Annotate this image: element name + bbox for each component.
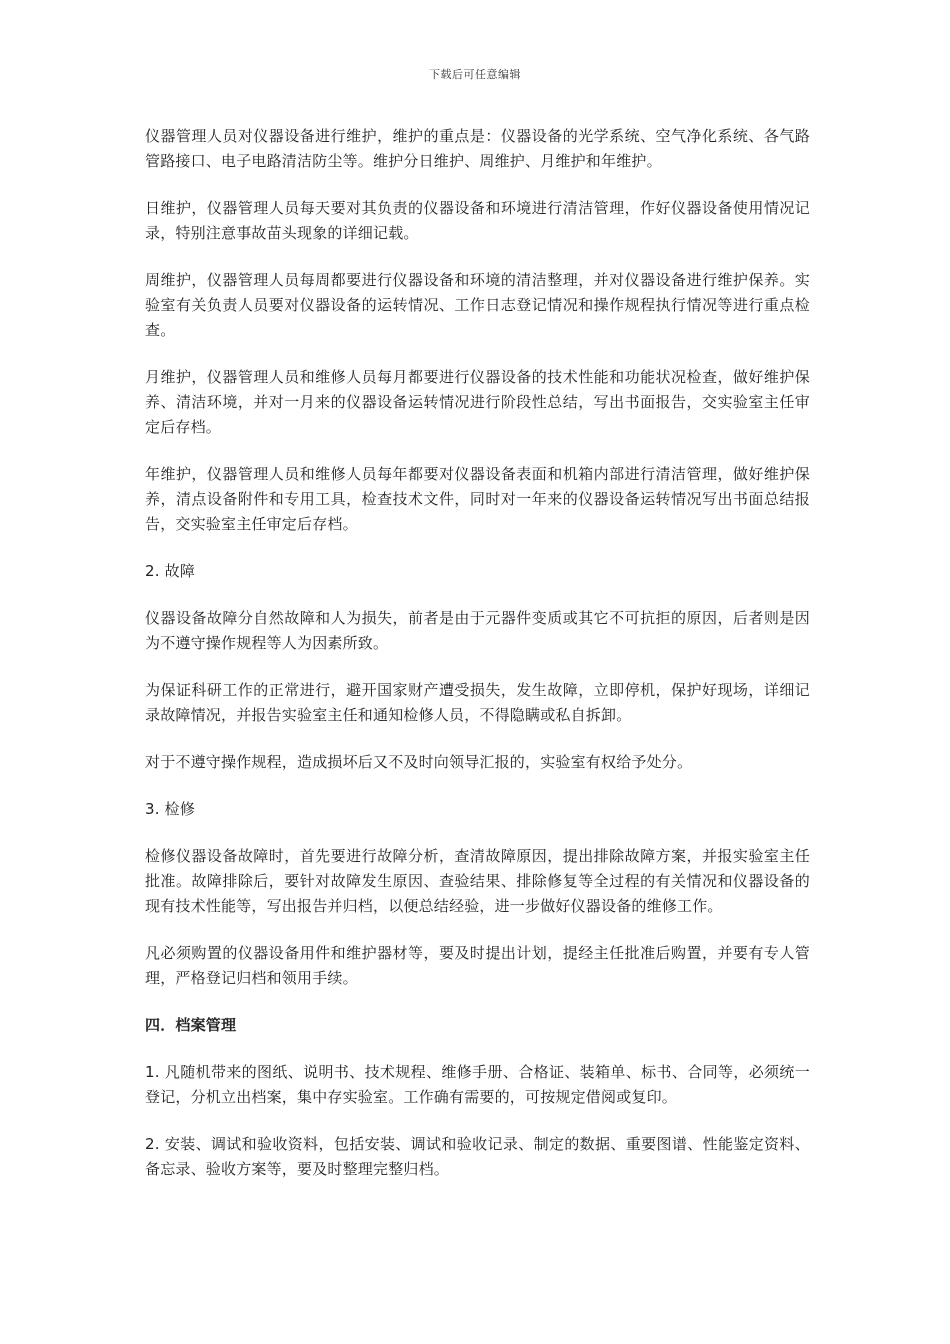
section-heading-fault: 2. 故障 [145,562,196,580]
paragraph-repair-process: 检修仪器设备故障时，首先要进行故障分析，查清故障原因，提出排除故障方案，并报实验室主任批准。故障排除后，要针对故障发生原因、查验结果、排除修复等全过程的有关情况和仪器设备的现有技术性能等，写出报告并归档，以便总结经验，进一步做好仪器设备的维修工作。 [145,847,810,915]
paragraph-repair-purchase: 凡必须购置的仪器设备用件和维护器材等，要及时提出计划，提经主任批准后购置，并要有专人管理，严格登记归档和领用手续。 [145,944,810,987]
paragraph-fault-types: 仪器设备故障分自然故障和人为损失，前者是由于元器件变质或其它不可抗拒的原因，后者则是因为不遵守操作规程等人为因素所致。 [145,609,810,652]
paragraph-monthly-maintenance: 月维护，仪器管理人员和维修人员每月都要进行仪器设备的技术性能和功能状况检查，做好维护保养、清洁环境，并对一月来的仪器设备运转情况进行阶段性总结，写出书面报告，交实验室主任审定后存档。 [145,368,810,436]
paragraph-weekly-maintenance: 周维护，仪器管理人员每周都要进行仪器设备和环境的清洁整理，并对仪器设备进行维护保养。实验室有关负责人员要对仪器设备的运转情况、工作日志登记情况和操作规程执行情况等进行重点检查。 [145,271,810,339]
paragraph-archive-item-2: 2. 安装、调试和验收资料，包括安装、调试和验收记录、制定的数据、重要图谱、性能鉴定资料、备忘录、验收方案等，要及时整理完整归档。 [145,1135,810,1178]
paragraph-fault-penalty: 对于不遵守操作规程，造成损坏后又不及时向领导汇报的，实验室有权给予处分。 [145,753,693,771]
document-body [145,124,810,1204]
paragraph-fault-handling: 为保证科研工作的正常进行，避开国家财产遭受损失，发生故障，立即停机，保护好现场，详细记录故障情况，并报告实验室主任和通知检修人员，不得隐瞒或私自拆卸。 [145,681,810,724]
paragraph-maintenance-intro: 仪器管理人员对仪器设备进行维护，维护的重点是：仪器设备的光学系统、空气净化系统、各气路管路接口、电子电路清洁防尘等。维护分日维护、周维护、月维护和年维护。 [145,127,810,170]
section-heading-archive: 四．档案管理 [145,1016,237,1034]
header-note: 下载后可任意编辑 [429,68,521,81]
paragraph-archive-item-1: 1. 凡随机带来的图纸、说明书、技术规程、维修手册、合格证、装箱单、标书、合同等，必须统一登记，分机立出档案，集中存实验室。工作确有需要的，可按规定借阅或复印。 [145,1063,810,1106]
section-heading-repair: 3. 检修 [145,800,196,818]
paragraph-daily-maintenance: 日维护，仪器管理人员每天要对其负责的仪器设备和环境进行清洁管理，作好仪器设备使用情况记录，特别注意事故苗头现象的详细记载。 [145,199,810,242]
paragraph-yearly-maintenance: 年维护，仪器管理人员和维修人员每年都要对仪器设备表面和机箱内部进行清洁管理，做好维护保养，清点设备附件和专用工具，检查技术文件，同时对一年来的仪器设备运转情况写出书面总结报告，交实验室主任审定后存档。 [145,465,810,533]
